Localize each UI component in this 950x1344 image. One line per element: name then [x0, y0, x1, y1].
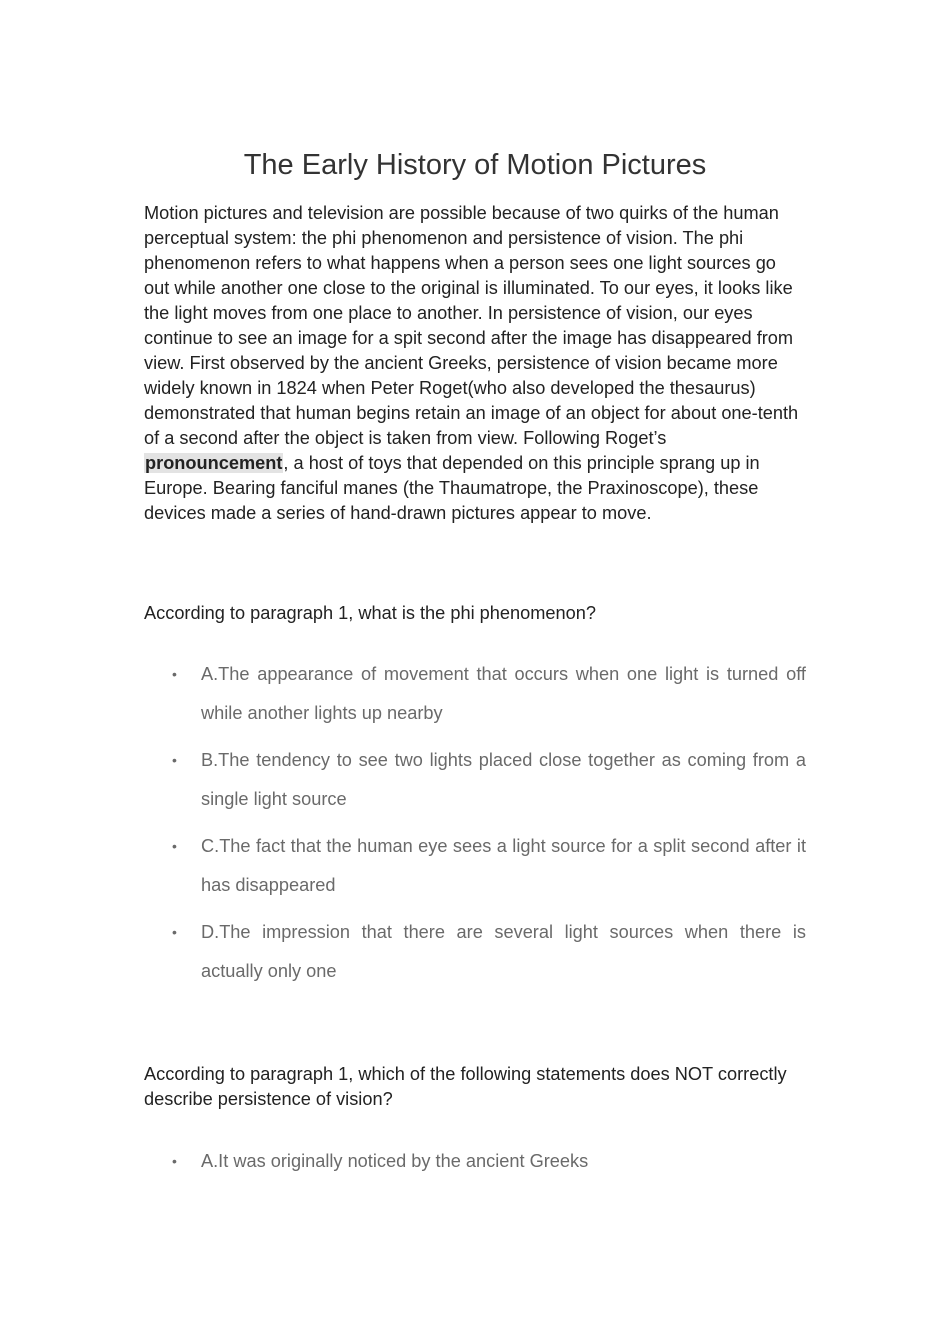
option-label: D.The impression that there are several light sources when there is actually only one	[201, 922, 806, 981]
reading-passage	[144, 201, 806, 526]
question-1-option-b[interactable]	[144, 741, 806, 818]
page-title: The Early History of Motion Pictures	[243, 149, 707, 181]
bullet-icon: •	[172, 924, 177, 940]
question-1-options	[144, 655, 806, 999]
bullet-icon: •	[172, 666, 177, 682]
option-label: C.The fact that the human eye sees a light source for a split second after it has disappeared	[201, 836, 806, 895]
question-1-option-c[interactable]	[144, 827, 806, 904]
question-1-option-d[interactable]	[144, 913, 806, 990]
option-label: A.It was originally noticed by the ancient Greeks	[201, 1151, 589, 1171]
bullet-icon: •	[172, 838, 177, 854]
question-2-text: According to paragraph 1, which of the following statements does NOT correctly describe persistence of vision?	[144, 1064, 787, 1109]
option-label: B.The tendency to see two lights placed close together as coming from a single light source	[201, 750, 806, 809]
question-2-option-a[interactable]	[144, 1142, 806, 1181]
question-1-text: According to paragraph 1, what is the phi phenomenon?	[144, 603, 596, 623]
bullet-icon: •	[172, 752, 177, 768]
question-2-options	[144, 1142, 806, 1190]
passage-text-after: , a host of toys that depended on this principle sprang up in Europe. Bearing fanciful manes (the Thaumatrope, the Praxinoscope), these devices made a series of hand-drawn pictures appear to move.	[144, 453, 760, 523]
highlighted-word: pronouncement	[145, 453, 283, 473]
option-label: A.The appearance of movement that occurs when one light is turned off while another lights up nearby	[201, 664, 806, 723]
bullet-icon: •	[172, 1153, 177, 1169]
question-1-option-a[interactable]	[144, 655, 806, 732]
passage-text-before: Motion pictures and television are possible because of two quirks of the human perceptual system: the phi phenomenon and persistence of vision. The phi phenomenon refers to what happens when a person sees one light sources go out while another one close to the original is illuminated. To our eyes, it looks like the light moves from one place to another. In persistence of vision, our eyes continue to see an image for a spit second after the image has disappeared from view. First observed by the ancient Greeks, persistence of vision became more widely known in 1824 when Peter Roget(who also developed the thesaurus) demonstrated that human begins retain an image of an object for about one-tenth of a second after the object is taken from view. Following Roget’s	[144, 203, 799, 448]
